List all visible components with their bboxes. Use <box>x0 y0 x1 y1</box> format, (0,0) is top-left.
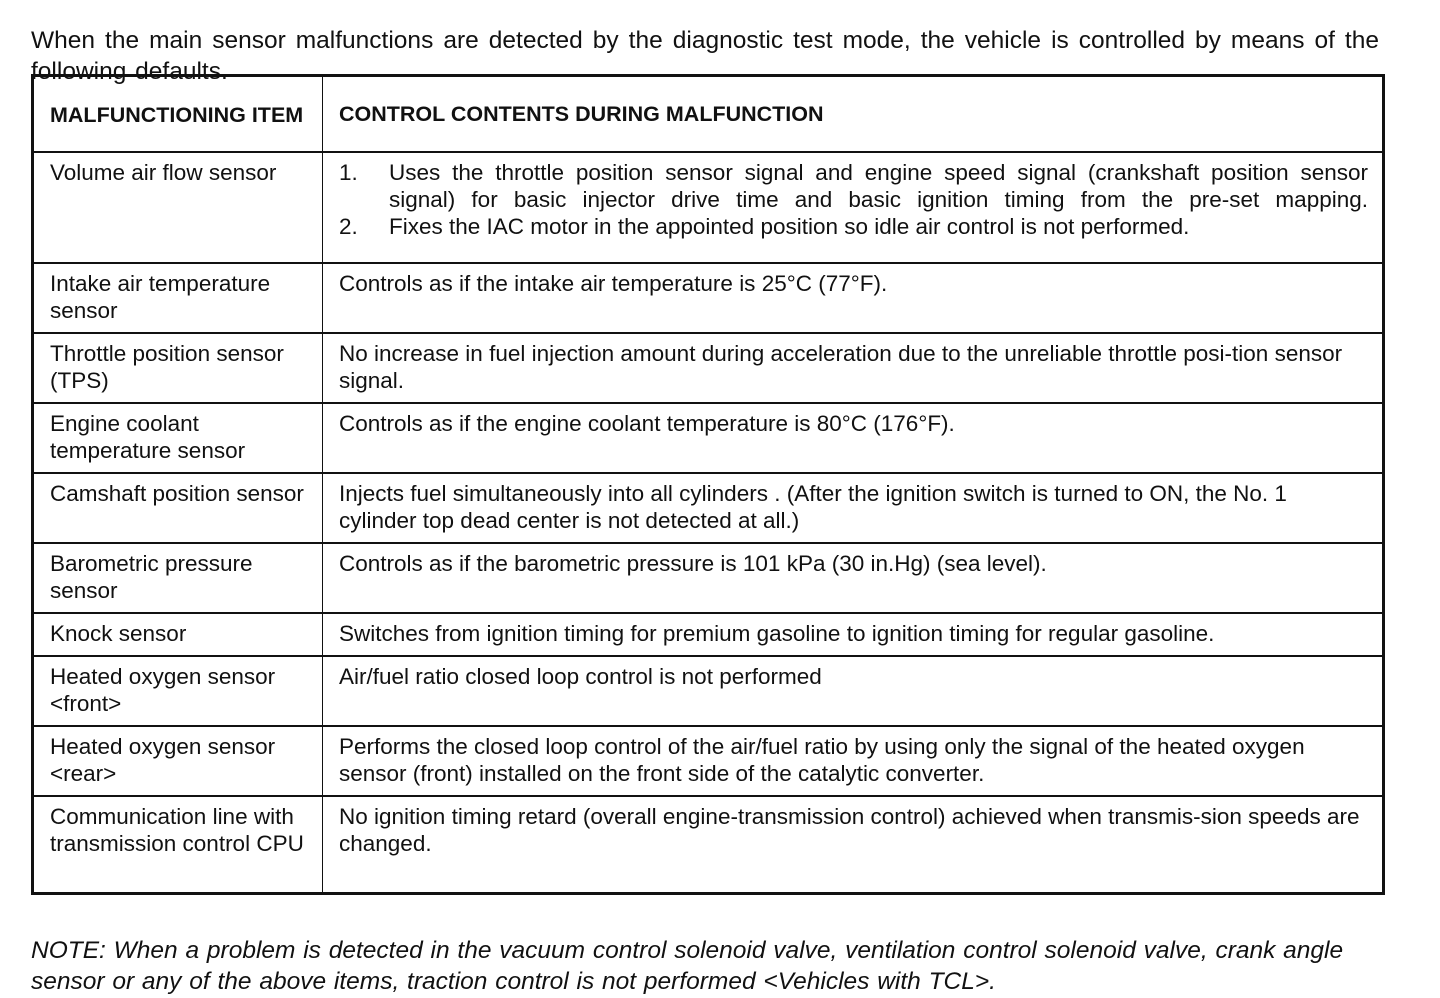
row-control <box>323 152 1384 263</box>
row-item: Throttle position sensor (TPS) <box>33 333 323 403</box>
row-control: Controls as if the barometric pressure is 101 kPa (30 in.Hg) (sea level). <box>323 543 1384 613</box>
list-item <box>339 159 1368 213</box>
row-control: Injects fuel simultaneously into all cylinders . (After the ignition switch is turned to ON, the No. 1 cylinder top dead center is not detected at all.) <box>323 473 1384 543</box>
note-paragraph: NOTE: When a problem is detected in the vacuum control solenoid valve, ventilation control solenoid valve, crank angle sensor or any of the above items, traction control is not performed <Vehicles with TCL>. <box>31 936 1344 995</box>
row-item: Engine coolant temperature sensor <box>33 403 323 473</box>
table-row <box>33 796 1384 894</box>
row-item: Intake air temperature sensor <box>33 263 323 333</box>
row-item: Camshaft position sensor <box>33 473 323 543</box>
row-item: Heated oxygen sensor <front> <box>33 656 323 726</box>
header-malfunctioning-item: MALFUNCTIONING ITEM <box>33 76 323 153</box>
table-row <box>33 656 1384 726</box>
row-control: Air/fuel ratio closed loop control is not performed <box>323 656 1384 726</box>
row-control: Performs the closed loop control of the air/fuel ratio by using only the signal of the heated oxygen sensor (front) installed on the front side of the catalytic converter. <box>323 726 1384 796</box>
intro-paragraph: When the main sensor malfunctions are detected by the diagnostic test mode, the vehicle is controlled by means of the following defaults. <box>31 26 1379 85</box>
table-row <box>33 403 1384 473</box>
step-number: 1. <box>339 160 358 185</box>
table-header-row <box>33 76 1384 153</box>
list-item <box>339 213 1368 240</box>
step-number: 2. <box>339 214 358 239</box>
row-item: Heated oxygen sensor <rear> <box>33 726 323 796</box>
row-control: No ignition timing retard (overall engine-transmission control) achieved when transmis-sion speeds are changed. <box>323 796 1384 894</box>
step-text: Uses the throttle position sensor signal and engine speed signal (crankshaft position sensor signal) for basic injector drive time and basic ignition timing from the pre-set mapping. <box>389 160 1368 212</box>
row-item: Communication line with transmission control CPU <box>33 796 323 894</box>
table-row <box>33 613 1384 656</box>
header-control-contents: CONTROL CONTENTS DURING MALFUNCTION <box>323 76 1384 153</box>
row-item: Knock sensor <box>33 613 323 656</box>
row-item: Barometric pressure sensor <box>33 543 323 613</box>
table-row <box>33 152 1384 263</box>
row-control: Controls as if the engine coolant temperature is 80°C (176°F). <box>323 403 1384 473</box>
table-row <box>33 473 1384 543</box>
step-text: Fixes the IAC motor in the appointed position so idle air control is not performed. <box>389 214 1190 239</box>
control-steps-list <box>339 159 1368 240</box>
row-control: Controls as if the intake air temperature is 25°C (77°F). <box>323 263 1384 333</box>
row-control: No increase in fuel injection amount during acceleration due to the unreliable throttle posi-tion sensor signal. <box>323 333 1384 403</box>
table-row <box>33 726 1384 796</box>
row-control: Switches from ignition timing for premium gasoline to ignition timing for regular gasoline. <box>323 613 1384 656</box>
row-item: Volume air flow sensor <box>33 152 323 263</box>
table-row <box>33 543 1384 613</box>
table-row <box>33 263 1384 333</box>
fail-safe-defaults-table <box>31 74 1385 895</box>
table-row <box>33 333 1384 403</box>
